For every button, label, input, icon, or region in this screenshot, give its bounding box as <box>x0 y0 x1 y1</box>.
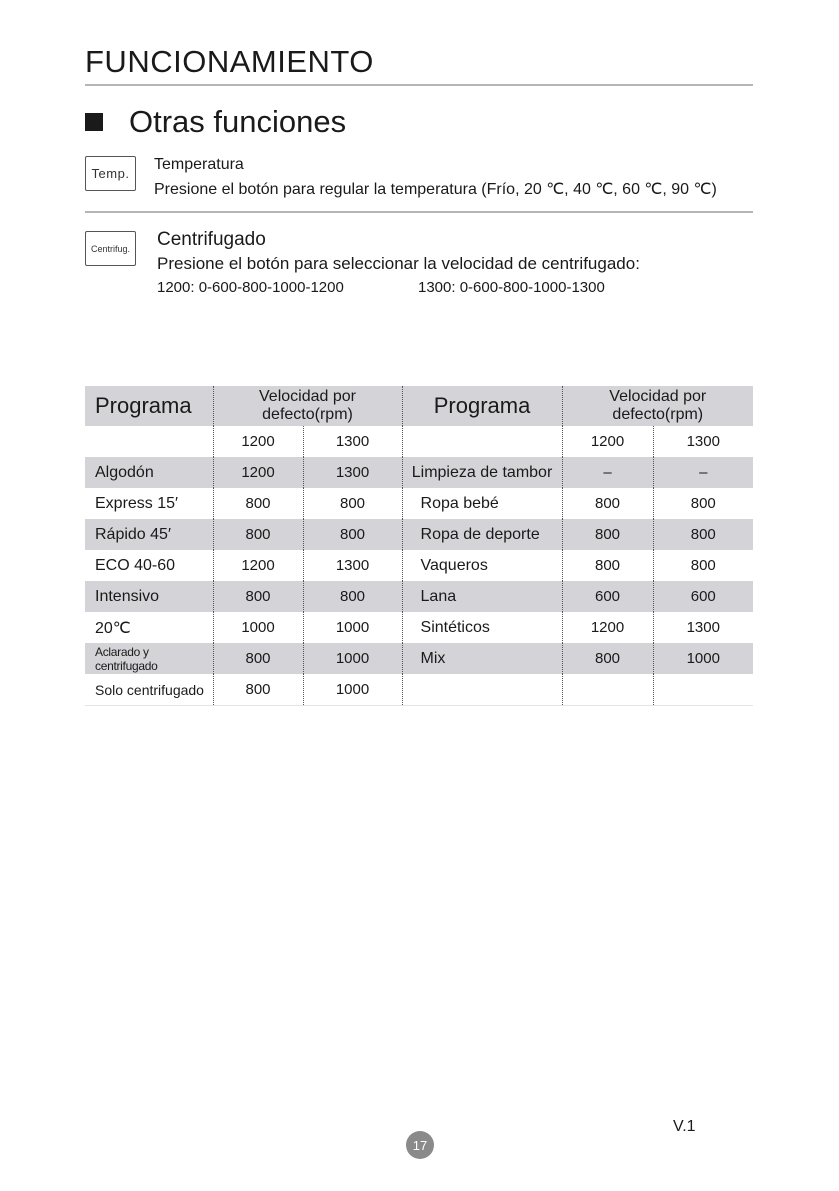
subheader-1300: 1300 <box>686 433 720 450</box>
speed-value: 1000 <box>653 643 753 674</box>
speed-value: 600 <box>653 581 753 612</box>
speed-value: 800 <box>562 643 653 674</box>
table-row <box>85 612 753 643</box>
speed-value: 800 <box>213 519 303 550</box>
table-row <box>85 457 753 488</box>
speed-value: 800 <box>653 519 753 550</box>
program-name: Express 15′ <box>85 488 213 519</box>
speed-value: 800 <box>562 519 653 550</box>
speed-value: 800 <box>303 488 402 519</box>
speed-value: 1000 <box>303 612 402 643</box>
speed-value <box>653 674 753 706</box>
table-header-row <box>85 386 753 426</box>
page-title: FUNCIONAMIENTO <box>85 44 374 79</box>
speed-value: 800 <box>213 643 303 674</box>
speed-value: 600 <box>562 581 653 612</box>
table-row <box>85 550 753 581</box>
program-name: Ropa de deporte <box>402 519 562 550</box>
speed-value: 1000 <box>213 612 303 643</box>
spin-button-icon: Centrifug. <box>85 231 136 266</box>
section-heading <box>85 104 346 140</box>
table-subheader-row <box>85 426 753 457</box>
table-row <box>85 488 753 519</box>
subheader-1300: 1300 <box>303 426 402 457</box>
table-row <box>85 643 753 674</box>
section-heading-text: Otras funciones <box>129 104 347 139</box>
program-name: Ropa bebé <box>402 488 562 519</box>
speed-value: 800 <box>213 488 303 519</box>
spin-feature-description: Presione el botón para seleccionar la velocidad de centrifugado: <box>157 254 640 273</box>
speed-value: 1300 <box>303 457 402 488</box>
subheader-1200: 1200 <box>213 426 303 457</box>
square-bullet-icon <box>85 113 103 131</box>
speed-value: 1200 <box>213 457 303 488</box>
speed-value: 800 <box>213 581 303 612</box>
speed-value: 800 <box>562 488 653 519</box>
program-name: 20℃ <box>85 612 213 643</box>
speed-value: – <box>562 457 653 488</box>
speed-value: 800 <box>690 495 716 512</box>
speed-value: 1300 <box>303 550 402 581</box>
speed-value: 1000 <box>303 674 402 706</box>
speed-value: – <box>653 457 753 488</box>
program-speed-table <box>85 386 753 706</box>
spin-option-1200: 1200: 0-600-800-1000-1200 <box>157 279 344 296</box>
program-name: Sintéticos <box>402 612 562 643</box>
table-row <box>85 674 753 706</box>
temp-button-icon: Temp. <box>85 156 136 191</box>
program-name: Algodón <box>85 457 213 488</box>
speed-value: 800 <box>562 550 653 581</box>
version-label: V.1 <box>673 1118 696 1135</box>
program-name: Limpieza de tambor <box>402 457 562 488</box>
program-name: ECO 40-60 <box>85 550 213 581</box>
header-program-left: Programa <box>85 386 213 426</box>
speed-value: 800 <box>213 674 303 706</box>
spin-option-1300: 1300: 0-600-800-1000-1300 <box>418 279 605 296</box>
header-speed-left: Velocidad por defecto(rpm) <box>213 386 402 426</box>
program-name: Vaqueros <box>402 550 562 581</box>
spin-feature-name: Centrifugado <box>157 229 266 250</box>
page-number-badge: 17 <box>406 1131 434 1159</box>
program-name: Intensivo <box>85 581 213 612</box>
speed-value: 1300 <box>686 619 720 636</box>
header-speed-right: Velocidad por defecto(rpm) <box>562 386 753 426</box>
program-name: Rápido 45′ <box>85 519 213 550</box>
program-name: Aclarado y centrifugado <box>85 643 213 674</box>
program-name: Mix <box>402 643 562 674</box>
subheader-1200: 1200 <box>562 426 653 457</box>
speed-value: 800 <box>690 557 716 574</box>
speed-value: 800 <box>303 519 402 550</box>
speed-value: 1200 <box>562 612 653 643</box>
feature-divider <box>85 211 753 213</box>
speed-value: 800 <box>303 581 402 612</box>
program-name <box>402 674 562 706</box>
temp-feature-description: Presione el botón para regular la temperatura (Frío, 20 ℃, 40 ℃, 60 ℃, 90 ℃) <box>154 181 717 198</box>
title-divider <box>85 84 753 86</box>
program-name: Lana <box>402 581 562 612</box>
temp-feature-name: Temperatura <box>154 156 244 173</box>
table-row <box>85 519 753 550</box>
header-program-right: Programa <box>402 386 562 426</box>
table-row <box>85 581 753 612</box>
speed-value <box>562 674 653 706</box>
speed-value: 1000 <box>303 643 402 674</box>
speed-value: 1200 <box>213 550 303 581</box>
program-name: Solo centrifugado <box>85 674 213 706</box>
